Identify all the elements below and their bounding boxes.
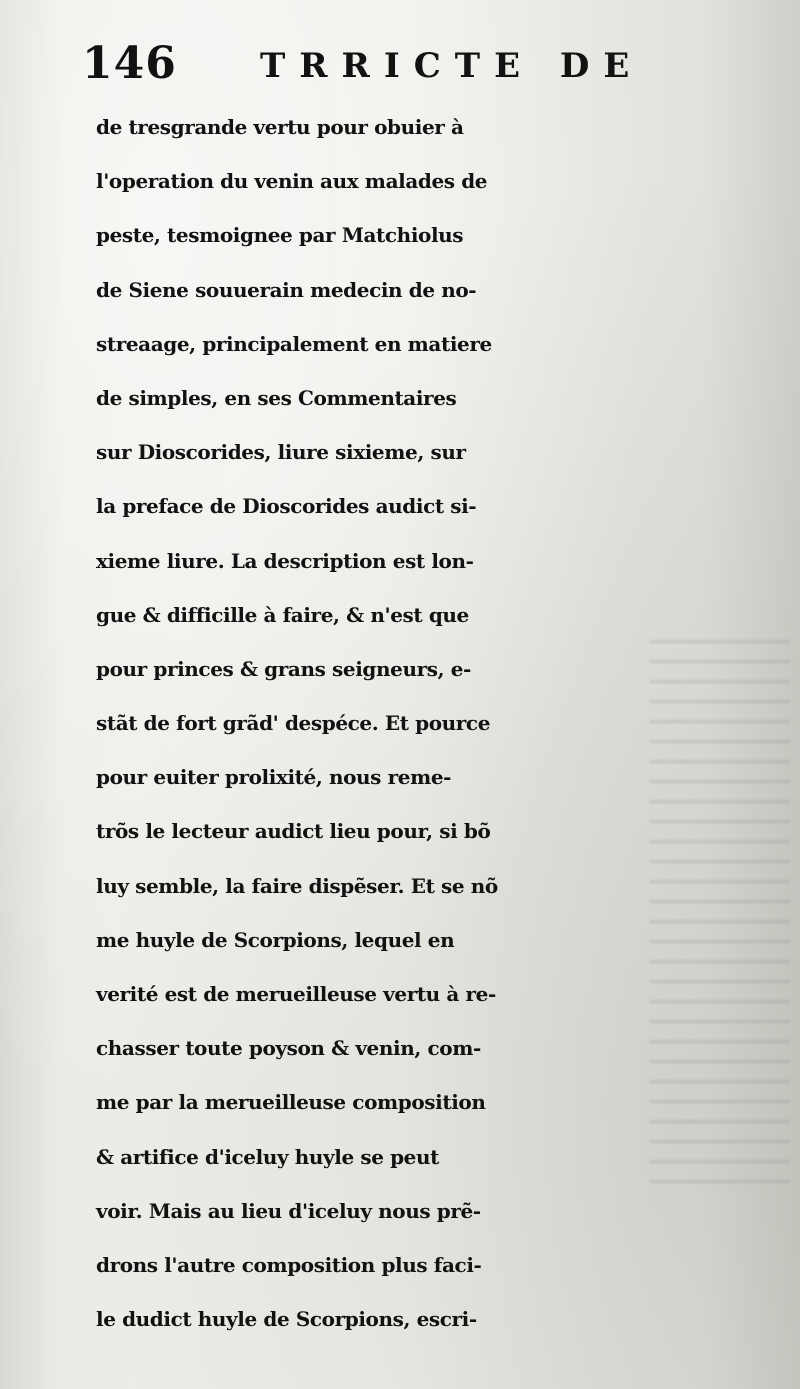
text-line: verité est de merueilleuse vertu à re- [96,982,496,1006]
text-line: trõs le lecteur audict lieu pour, si bõ [96,819,491,844]
text-line: de tresgrande vertu pour obuier à [96,115,464,139]
text-line: de Siene souuerain medecin de no- [96,277,477,302]
text-line: xieme liure. La description est lon- [96,548,474,573]
text-line: stãt de fort grãd' despéce. Et pource [96,711,491,736]
page-number: 146 [82,38,177,89]
text-line: l'operation du venin aux malades de [96,169,488,194]
text-line: me huyle de Scorpions, lequel en [96,927,455,952]
text-line: luy semble, la faire dispẽser. Et se nõ [96,873,498,898]
text-line: gue & difficille à faire, & n'est que [96,602,469,627]
text-line: drons l'autre composition plus faci- [96,1252,482,1277]
text-line: chasser toute poyson & venin, com- [96,1036,481,1061]
text-line: voir. Mais au lieu d'iceluy nous prẽ- [96,1198,481,1223]
text-line: pour euiter prolixité, nous reme- [96,765,452,790]
body-text [96,100,796,1346]
text-line: de simples, en ses Commentaires [96,385,457,410]
text-line: me par la merueilleuse composition [96,1090,486,1115]
text-line: sur Dioscorides, liure sixieme, sur [96,440,466,465]
text-line: pour princes & grans seigneurs, e- [96,656,471,681]
text-line: & artifice d'iceluy huyle se peut [96,1144,439,1169]
running-title: TRRICTE DE [260,46,644,86]
text-line: streaage, principalement en matiere [96,331,492,356]
text-line: peste, tesmoignee par Matchiolus [96,223,464,248]
page-header [82,38,762,98]
text-line: le dudict huyle de Scorpions, escri- [96,1307,477,1332]
text-line: la preface de Dioscorides audict si- [96,494,477,519]
